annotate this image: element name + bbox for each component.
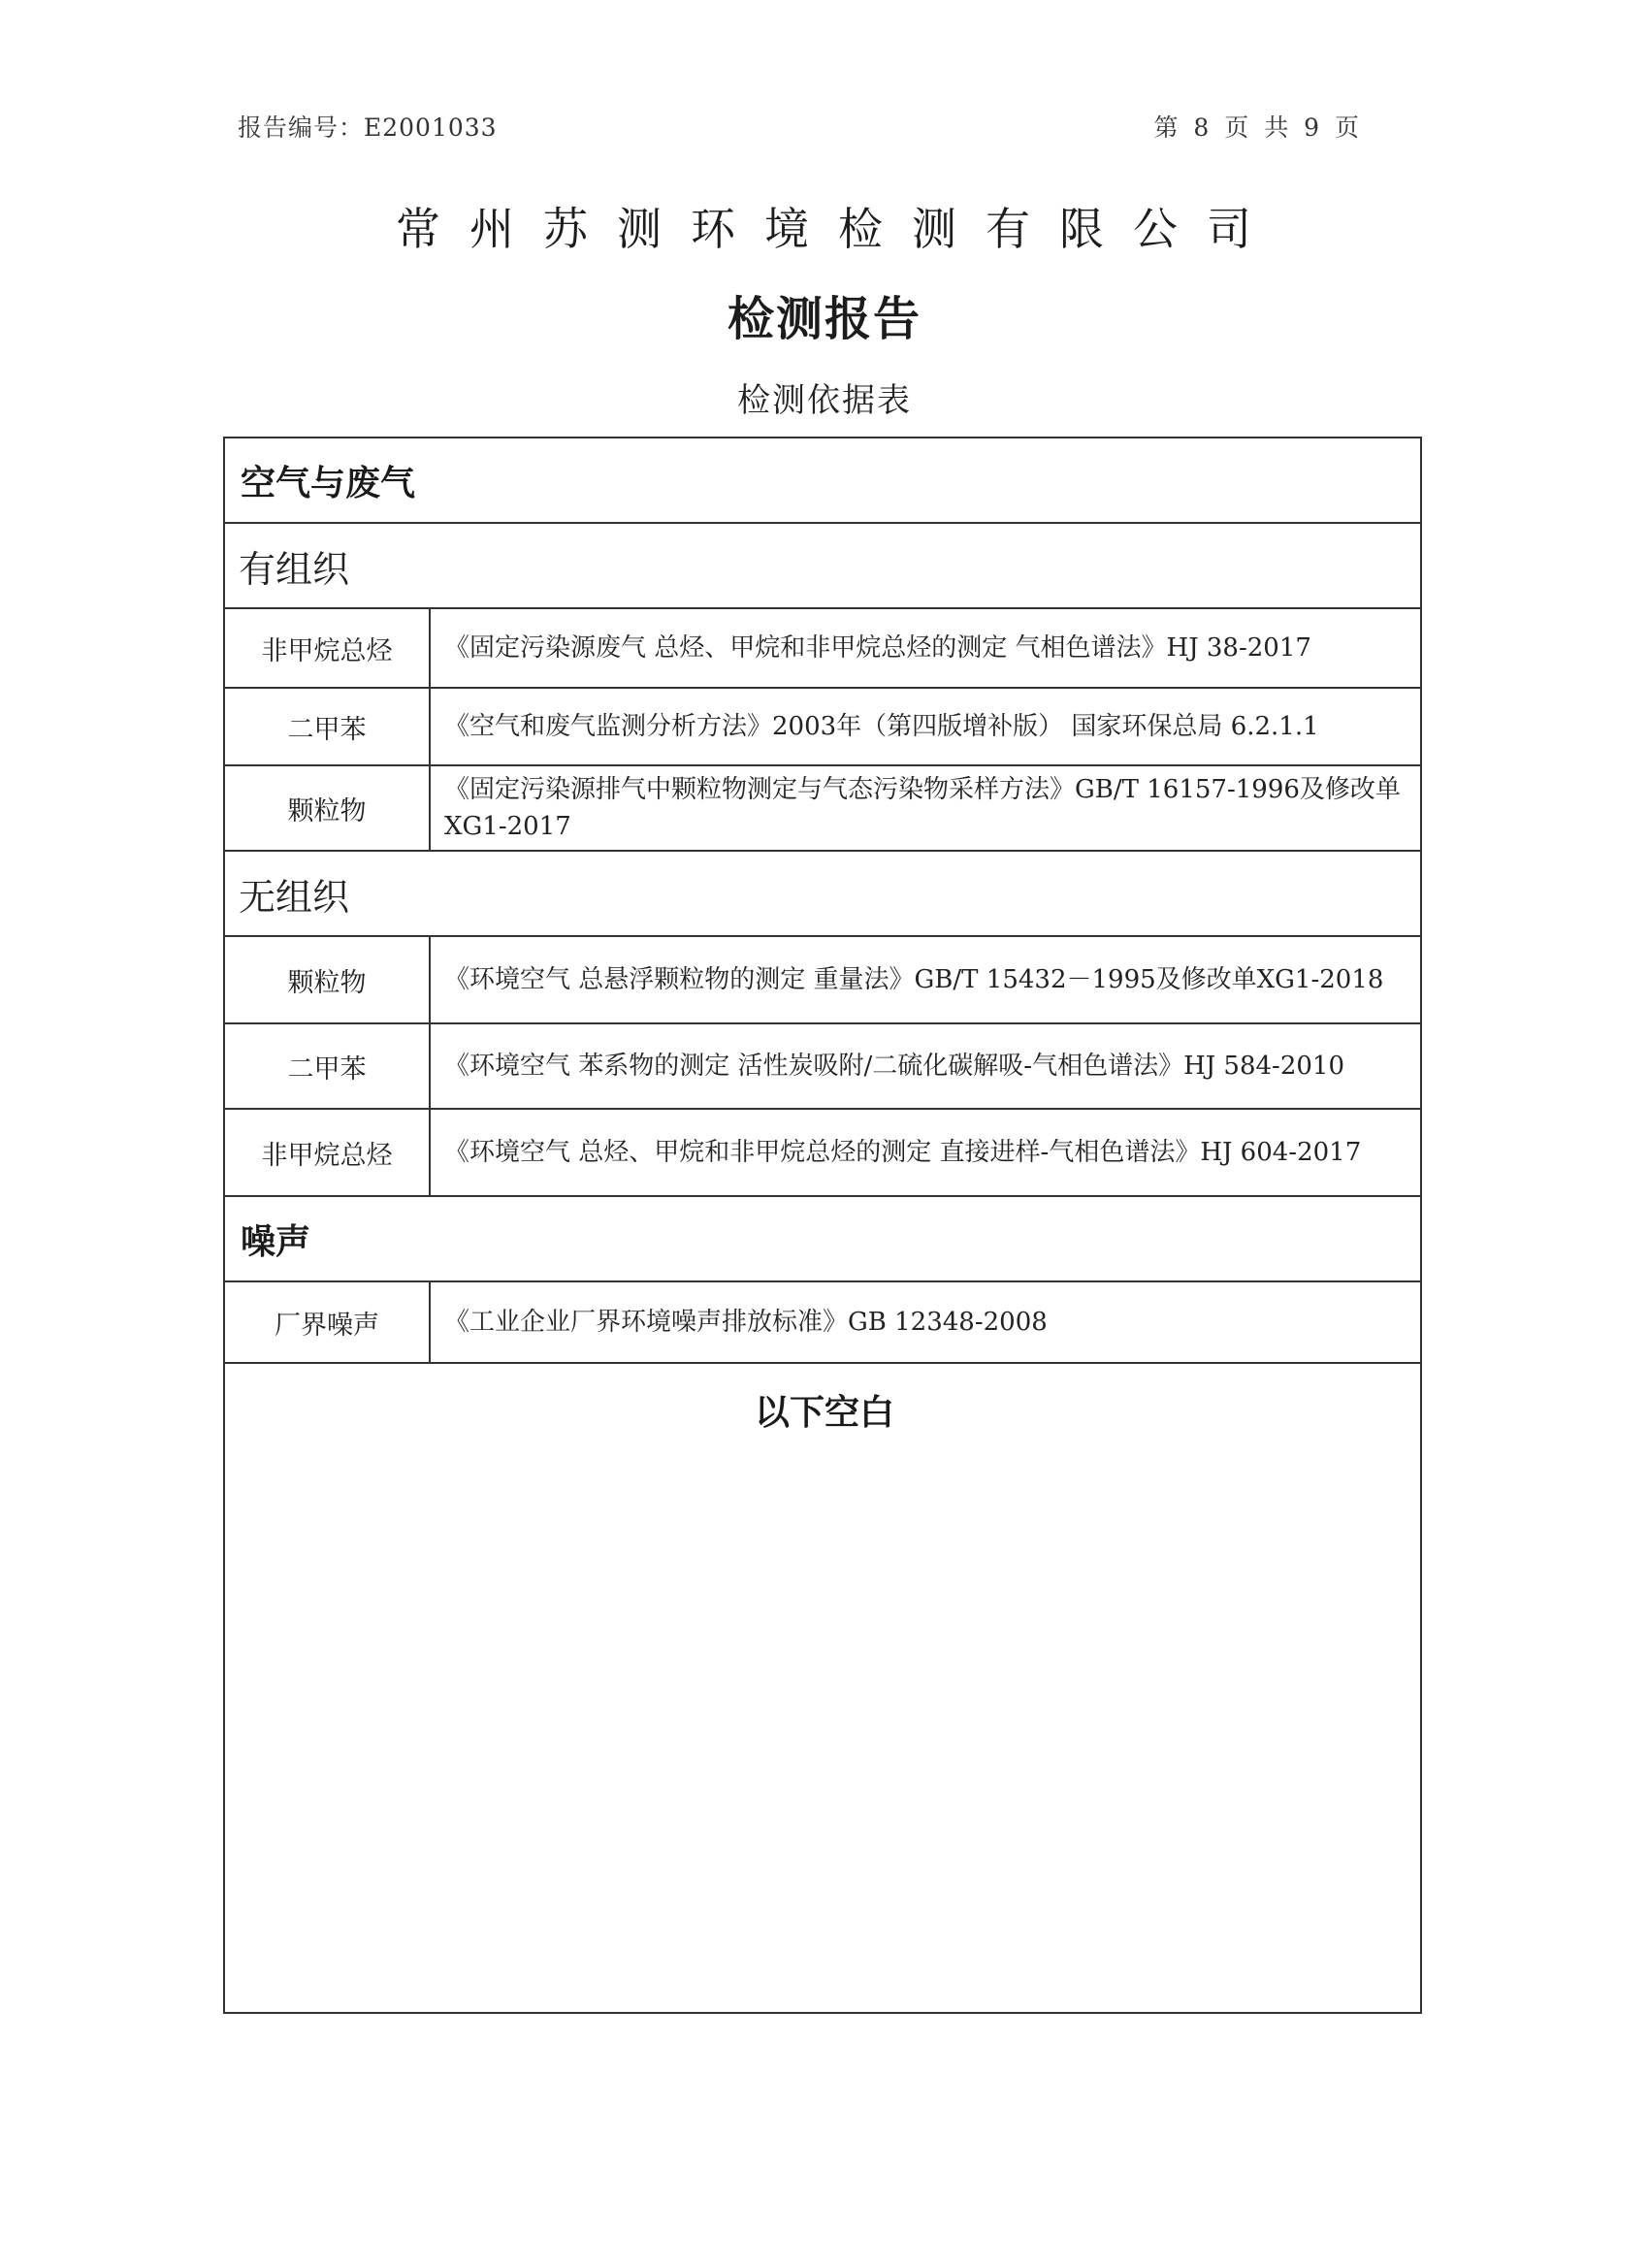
- section-title: 噪声: [241, 1221, 311, 1262]
- table-title: 检测依据表: [737, 381, 912, 420]
- table-row: [225, 609, 1420, 689]
- page-indicator: 第 8 页 共 9 页: [1153, 113, 1363, 142]
- section-air-exhaust: [225, 438, 1420, 524]
- item-name: 二甲苯: [225, 689, 431, 764]
- item-name: 颗粒物: [225, 937, 431, 1022]
- item-name: 颗粒物: [225, 766, 431, 850]
- table-row: [225, 1110, 1420, 1197]
- table-row: [225, 1024, 1420, 1110]
- item-basis: 《环境空气 总悬浮颗粒物的测定 重量法》GB/T 15432－1995及修改单XG1-2018: [444, 965, 1384, 994]
- basis-table: [223, 437, 1422, 2014]
- report-number: 报告编号：E2001033: [238, 113, 498, 142]
- subsection-unorganized: [225, 852, 1420, 937]
- item-basis: 《空气和废气监测分析方法》2003年（第四版增补版） 国家环保总局 6.2.1.1: [444, 712, 1319, 741]
- subsection-title: 无组织: [239, 875, 350, 919]
- report-title: 检测报告: [727, 292, 922, 346]
- item-name: 厂界噪声: [225, 1282, 431, 1362]
- item-basis: 《环境空气 苯系物的测定 活性炭吸附/二硫化碳解吸-气相色谱法》HJ 584-2010: [444, 1052, 1345, 1081]
- item-name: 二甲苯: [225, 1024, 431, 1108]
- table-row: [225, 937, 1420, 1024]
- subsection-title: 有组织: [239, 547, 350, 591]
- item-basis: 《环境空气 总烃、甲烷和非甲烷总烃的测定 直接进样-气相色谱法》HJ 604-2017: [444, 1138, 1362, 1167]
- item-name: 非甲烷总烃: [225, 1110, 431, 1195]
- company-name: 常州苏测环境检测有限公司: [396, 203, 1280, 255]
- table-row: [225, 1282, 1420, 1364]
- item-basis: 《固定污染源废气 总烃、甲烷和非甲烷总烃的测定 气相色谱法》HJ 38-2017: [444, 633, 1311, 663]
- subsection-organized: [225, 524, 1420, 609]
- section-noise: [225, 1197, 1420, 1282]
- table-row: [225, 689, 1420, 766]
- table-row: [225, 766, 1420, 852]
- item-name: 非甲烷总烃: [225, 609, 431, 687]
- blank-note: 以下空白: [754, 1393, 894, 1433]
- item-basis: 《固定污染源排气中颗粒物测定与气态污染物采样方法》GB/T 16157-1996及修改单XG1-2017: [444, 775, 1401, 841]
- item-basis: 《工业企业厂界环境噪声排放标准》GB 12348-2008: [444, 1308, 1048, 1337]
- section-title: 空气与废气: [241, 463, 416, 503]
